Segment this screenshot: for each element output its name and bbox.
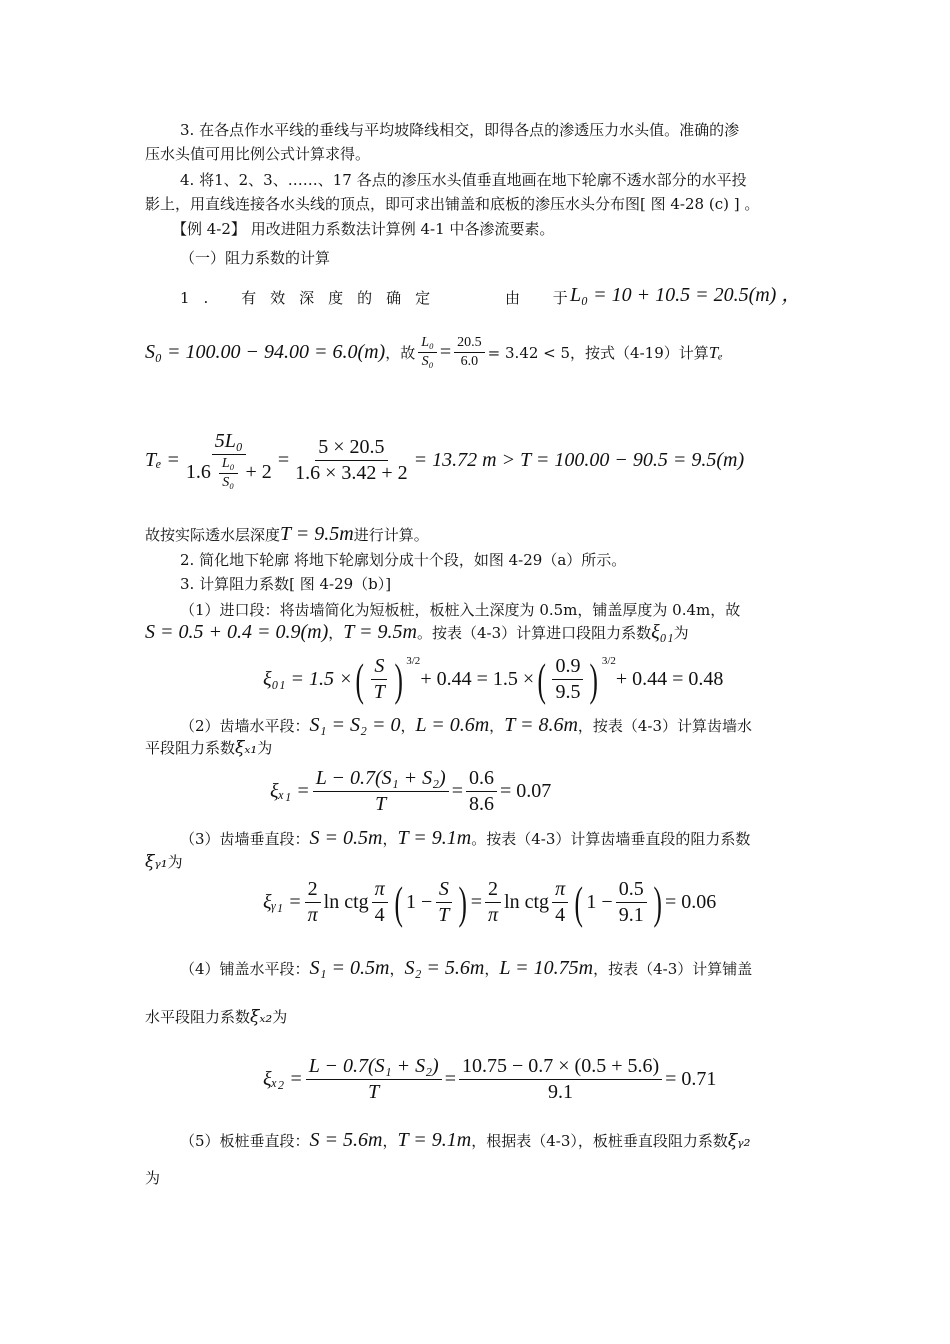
fraction-num: L₀ [418, 335, 437, 353]
formula: T = 9.5m [280, 523, 354, 545]
eq-lhs: ξ₀₁ = 1.5 × [263, 668, 353, 690]
fraction-den: 1.6 × 3.42 + 2 [295, 462, 408, 484]
equation-xix2: ξₓ₂ = $\frac{\text{L − 0.7(S₁ + S₂)}}{T}$ = $\frac{10.75 - 0.7 \times (0.5 + 5.6)}{9.1}$ = 0.71 [263, 1055, 717, 1103]
para-line [145, 852, 183, 872]
equation-xi01: ξ₀₁ = 1.5 × ( $\frac{S}{T}$ ) 3/2 + 0.44 = 1.5 × ( $\frac{0.9}{9.5}$ ) 3/2 + 0.44 = 0.48 [263, 653, 724, 705]
fraction-num: 2 [485, 878, 501, 903]
para-line [145, 738, 272, 758]
fraction [466, 767, 497, 816]
formula: T = 9.1m [397, 1129, 472, 1151]
fraction-den: 8.6 [468, 793, 494, 815]
formula-s0-line: S₀ = 100.00 − 94.00 = 6.0(m) ，故 $\frac{\text{L₀}}{\text{S₀}}$ = $\frac{20.5}{6.0}$ = 3.42 < 5，按式（4-19）计算 Tₑ [145, 335, 723, 369]
equation-xix1: ξₓ₁ = $\frac{\text{L − 0.7(S₁ + S₂)}}{T}$ = $\frac{0.6}{8.6}$ = 0.07 [270, 767, 552, 815]
para-line: 为 [145, 1169, 161, 1187]
fraction-den: T [368, 1081, 380, 1103]
formula: T = 8.6m [504, 714, 578, 736]
section-heading: （一）阻力系数的计算 [180, 249, 331, 267]
text: ， [382, 1132, 398, 1150]
eq-lhs: ξₓ₁ = [270, 780, 310, 802]
text: 为 [673, 624, 689, 642]
para-line [145, 622, 689, 643]
text: 为 [257, 739, 273, 757]
text: ，按表（4-3）计算铺盖 [593, 960, 753, 978]
eq-mid: + 0.44 = 1.5 × [420, 668, 535, 690]
text: 1 − [586, 891, 613, 913]
fraction [306, 1055, 442, 1104]
para-line [180, 958, 752, 979]
text: ，故 [385, 344, 416, 362]
fraction-num: 0.6 [466, 767, 497, 792]
text: 由 于 [505, 289, 582, 307]
text: ， [389, 960, 405, 978]
fraction-den: T [373, 681, 385, 703]
formula-l0: L₀ = 10 + 10.5 = 20.5(m) ， [570, 284, 802, 306]
fraction-den: 6.0 [460, 354, 479, 369]
eq-end: = 0.71 [665, 1068, 717, 1090]
text: （3）齿墙垂直段： [180, 830, 310, 848]
text: 平段阻力系数 [145, 739, 236, 757]
function: ln ctg [323, 891, 369, 913]
text: = 3.42 < 5，按式（4-19）计算 [487, 344, 709, 362]
fraction-num: 10.75 − 0.7 × (0.5 + 5.6) [459, 1055, 662, 1080]
step-title: 3. 计算阻力系数[ 图 4-29（b）] [180, 575, 392, 593]
fraction-num: 2 [305, 878, 321, 903]
fraction-num: L − 0.7(S₁ + S₂) [313, 767, 449, 792]
fraction-den: S₀ [421, 354, 434, 369]
fraction [371, 655, 388, 704]
den-part: + 2 [245, 461, 272, 484]
text: 1 − [406, 891, 433, 913]
fraction-den: 4 [555, 904, 566, 926]
para-line: 影上，用直线连接各水头线的顶点，即可求出铺盖和底板的渗压水头分布图[ 图 4-28 (c) ] 。 [145, 195, 760, 213]
formula: S₂ = 5.6m [404, 957, 485, 979]
text: 进行计算。 [353, 526, 429, 544]
symbol: ξᵧ₁ [145, 852, 168, 872]
para-line [180, 715, 752, 736]
symbol: ξₓ₂ [250, 1007, 273, 1027]
fraction [616, 878, 647, 927]
eq-end: = 0.06 [665, 891, 717, 913]
para-line: （1）进口段：将齿墙简化为短板桩，板桩入土深度为 0.5m，铺盖厚度为 0.4m，故 [180, 601, 741, 619]
fraction-num: S [371, 655, 387, 680]
inner-fraction [219, 456, 238, 491]
exponent: 3/2 [601, 655, 616, 667]
fraction [313, 767, 449, 816]
para-line: 4. 将1、2、3、……、17 各点的渗压水头值垂直地画在地下轮廓不透水部分的水平投 [180, 171, 747, 189]
text: 。按表（4-3）计算进口段阻力系数 [416, 624, 652, 642]
fraction-num: L₀ [219, 456, 238, 474]
text: ， [484, 960, 500, 978]
symbol: ξᵧ₂ [727, 1131, 751, 1151]
formula: S = 5.6m [309, 1129, 383, 1151]
fraction-den: 9.1 [548, 1081, 574, 1103]
formula: T = 9.5m [343, 621, 417, 643]
fraction [454, 335, 485, 370]
fraction [183, 430, 275, 491]
fraction [459, 1055, 662, 1104]
fraction [305, 878, 321, 927]
fraction-den: 4 [374, 904, 385, 926]
para-line: 压水头值可用比例公式计算求得。 [145, 145, 371, 163]
fraction [418, 335, 437, 370]
fraction-den: S₀ [222, 475, 235, 490]
equation-te: Tₑ = 5L₀ 1.6 $\frac{\text{L₀}}{\text{S₀}}$ + 2 = $\frac{5 \times 20.5}{1.6 \times 3.42 + 2}$ = 13.72 m > T = 100.00 − 90.5 = 9.5(m) [145, 430, 745, 490]
fraction-num: S [436, 878, 452, 903]
formula-s0: S₀ = 100.00 − 94.00 = 6.0(m) [145, 341, 386, 363]
text: ， [382, 830, 398, 848]
fraction-den: π [488, 904, 499, 926]
text: 故按实际透水层深度 [145, 526, 281, 544]
text: ， [489, 717, 505, 735]
step-title: 1. 有效深度的确定 [180, 289, 445, 307]
eq-end: + 0.44 = 0.48 [615, 668, 724, 690]
text: 为 [272, 1008, 288, 1026]
formula: L = 0.6m [415, 714, 490, 736]
text: （5）板桩垂直段： [180, 1132, 310, 1150]
function: ln ctg [504, 891, 550, 913]
formula: S = 0.5m [309, 827, 383, 849]
symbol: ξₓ₁ [235, 738, 258, 758]
fraction [372, 878, 388, 927]
text: 。按表（4-3）计算齿墙垂直段的阻力系数 [471, 830, 751, 848]
fraction [485, 878, 501, 927]
fraction [552, 655, 583, 704]
formula: S₁ = 0.5m [309, 957, 390, 979]
fraction-den: T [438, 904, 450, 926]
fraction-num: 20.5 [454, 335, 485, 353]
formula: S₁ = S₂ = 0 [309, 714, 401, 736]
para-line [180, 828, 750, 849]
fraction-den [183, 455, 275, 491]
equation-xiy1: ξᵧ₁ = $\frac{2}{\pi}$ ln ctg $\frac{\pi}{4}$ ( 1 − $\frac{S}{T}$ ) = $\frac{2}{\pi}$ ln ctg $\frac{\pi}{4}$ ( 1 − $\frac{0.5}{9.1}$ ) = 0.06 [263, 876, 717, 928]
step-title: 2. 简化地下轮廓 将地下轮廓划分成十个段，如图 4-29（a）所示。 [180, 551, 627, 569]
fraction-num: 0.5 [616, 878, 647, 903]
fraction [292, 436, 411, 485]
text: ， [400, 717, 416, 735]
example-heading: 【例 4-2】 用改进阻力系数法计算例 4-1 中各渗流要素。 [172, 220, 555, 238]
eq-lhs: Tₑ = [145, 449, 180, 471]
fraction-num: 5 × 20.5 [315, 436, 387, 461]
fraction [435, 878, 452, 927]
fraction [552, 878, 568, 927]
text: （2）齿墙水平段： [180, 717, 310, 735]
formula: T = 9.1m [397, 827, 472, 849]
para-line [180, 1130, 750, 1151]
formula: S = 0.5 + 0.4 = 0.9(m) [145, 621, 329, 643]
formula: L = 10.75m [499, 957, 594, 979]
text: ， [328, 624, 344, 642]
fraction-den: 9.5 [555, 681, 581, 703]
para-line: 3. 在各点作水平线的垂线与平均坡降线相交，即得各点的渗透压力水头值。准确的渗 [180, 121, 740, 139]
para-line [145, 1007, 287, 1027]
den-part: 1.6 [185, 461, 211, 484]
symbol-te: Tₑ [708, 342, 723, 362]
text: ，根据表（4-3），板桩垂直段阻力系数 [471, 1132, 728, 1150]
eq-lhs: ξₓ₂ = [263, 1068, 303, 1090]
text: 水平段阻力系数 [145, 1008, 251, 1026]
text: 为 [167, 853, 183, 871]
fraction-num: π [552, 878, 568, 903]
exponent: 3/2 [406, 655, 421, 667]
para-line [145, 524, 429, 545]
fraction-num: π [372, 878, 388, 903]
eq-lhs: ξᵧ₁ = [263, 891, 302, 913]
fraction-num: 5L₀ [212, 430, 246, 455]
fraction-den: π [307, 904, 318, 926]
fraction-num: L − 0.7(S₁ + S₂) [306, 1055, 442, 1080]
fraction-num: 0.9 [552, 655, 583, 680]
text: ，按表（4-3）计算齿墙水 [577, 717, 753, 735]
eq-rest: = 13.72 m > T = 100.00 − 90.5 = 9.5(m) [413, 449, 745, 471]
fraction-den: T [375, 793, 387, 815]
symbol: ξ₀₁ [651, 621, 674, 643]
eq-end: = 0.07 [499, 780, 552, 802]
fraction-den: 9.1 [618, 904, 644, 926]
text: （4）铺盖水平段： [180, 960, 310, 978]
